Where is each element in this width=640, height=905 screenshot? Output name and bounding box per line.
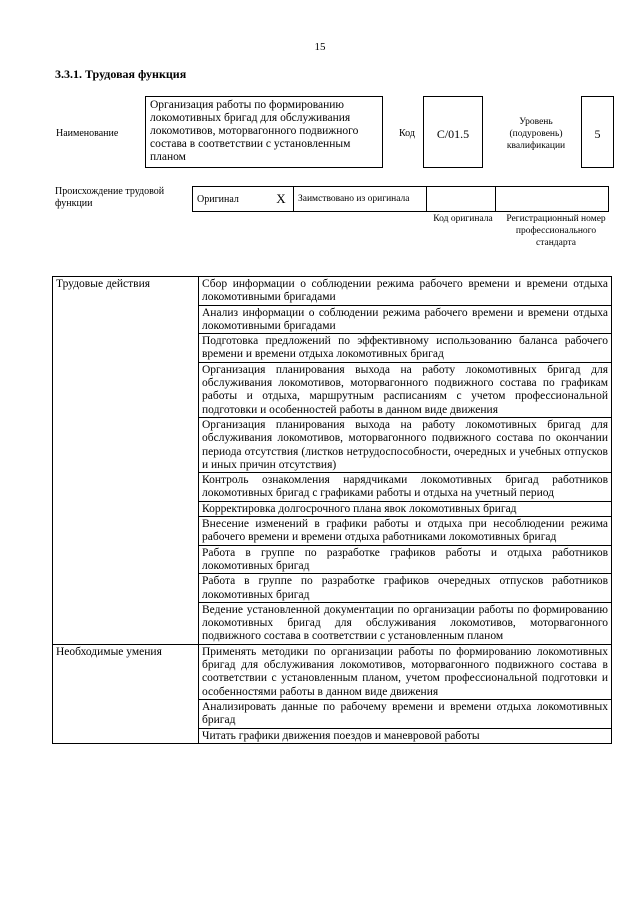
origin-table bbox=[192, 186, 609, 212]
section-title-cell: Необходимые умения bbox=[53, 644, 199, 743]
table-cell-item: Применять методики по организации работы по формированию локомотивных бригад для обслуживания локомотивов, моторвагонного подвижного состава в соответствии с установленным планом, учетом профессиональной подготовки и особенностями работы в данном виде движения bbox=[199, 644, 612, 699]
table-row bbox=[53, 277, 612, 306]
labor-functions-table bbox=[52, 276, 612, 744]
borrowed-label: Заимствовано из оригинала bbox=[294, 187, 427, 212]
section-title: 3.3.1. Трудовая функция bbox=[55, 67, 187, 81]
reg-number-caption: Регистрационный номер профессионального стандарта bbox=[506, 214, 606, 248]
table-cell-item: Сбор информации о соблюдении режима рабочего времени и времени отдыха локомотивными бригадами bbox=[199, 277, 612, 306]
table-cell-item: Корректировка долгосрочного плана явок локомотивных бригад bbox=[199, 501, 612, 516]
level-label: Уровень (подуровень) квалификации bbox=[506, 117, 566, 151]
table-cell-item: Ведение установленной документации по организации работы по формированию локомотивных бригад для обслуживания локомотивов, моторвагонного подвижного состава в соответствии с установленным планом bbox=[199, 602, 612, 644]
table-cell-item: Работа в группе по разработке графиков работы и отдыха работников локомотивных бригад bbox=[199, 545, 612, 574]
section-title-cell: Трудовые действия bbox=[53, 277, 199, 645]
table-row bbox=[53, 644, 612, 699]
code-box: C/01.5 bbox=[423, 96, 483, 168]
table-cell-item: Читать графики движения поездов и маневровой работы bbox=[199, 728, 612, 743]
code-original-caption: Код оригинала bbox=[433, 214, 493, 224]
reg-number-cell bbox=[496, 187, 609, 212]
table-cell-item: Контроль ознакомления нарядчиками локомотивных бригад работников локомотивных бригад с графиками работы и отдыха на учетный период bbox=[199, 473, 612, 502]
original-code-cell bbox=[427, 187, 496, 212]
table-cell-item: Организация планирования выхода на работу локомотивных бригад для обслуживания локомотивов, моторвагонного подвижного состава по графикам работы и отдыха, маршрутным расписаниям с учетом профессиональной подготовки и особенностей работы в данном виде движения bbox=[199, 362, 612, 417]
table-cell-item: Анализ информации о соблюдении режима рабочего времени и времени отдыха локомотивными бригадами bbox=[199, 305, 612, 334]
code-label: Код bbox=[399, 128, 415, 139]
page-number: 15 bbox=[314, 41, 326, 53]
level-box: 5 bbox=[581, 96, 614, 168]
name-label: Наименование bbox=[56, 128, 119, 139]
table-cell-item: Анализировать данные по рабочему времени и времени отдыха локомотивных бригад bbox=[199, 699, 612, 728]
table-cell-item: Подготовка предложений по эффективному использованию баланса рабочего времени и времени отдыха локомотивных бригад bbox=[199, 334, 612, 363]
origin-label: Происхождение трудовой функции bbox=[55, 186, 165, 209]
original-label: Оригинал bbox=[193, 187, 270, 212]
function-name-box: Организация работы по формированию локомотивных бригад для обслуживания локомотивов, моторвагонного подвижного состава в соответствии с установленным планом bbox=[145, 96, 383, 168]
table-cell-item: Работа в группе по разработке графиков очередных отпусков работников локомотивных бригад bbox=[199, 574, 612, 603]
table-cell-item: Организация планирования выхода на работу локомотивных бригад для обслуживания локомотивов, моторвагонного подвижного состава по окончании периода отсутствия (листков нетрудоспособности, очередных и учебных отпусков и иных причин отсутствия) bbox=[199, 417, 612, 472]
table-cell-item: Внесение изменений в графики работы и отдыха при несоблюдении режима рабочего времени и времени отдыха работниками локомотивных бригад bbox=[199, 517, 612, 546]
original-mark: X bbox=[269, 187, 294, 212]
